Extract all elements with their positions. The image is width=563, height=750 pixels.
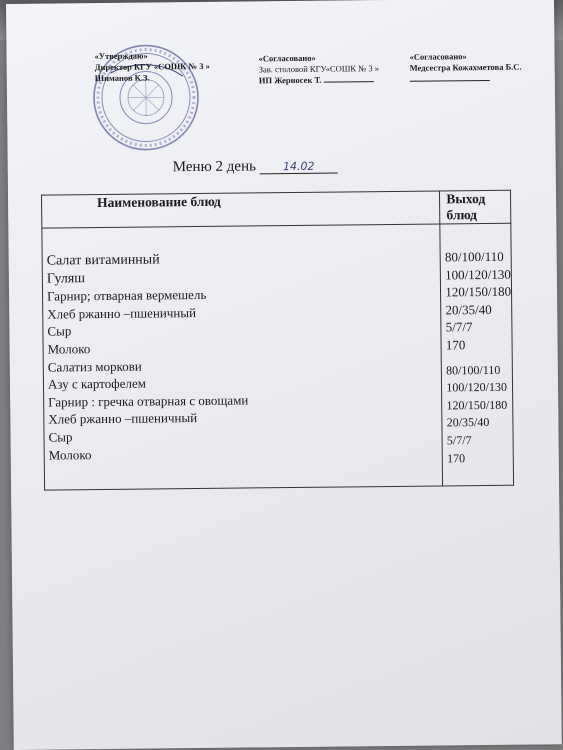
approval-label: «Согласовано»	[409, 51, 467, 62]
dish-item: Азу с картофелем	[47, 375, 146, 392]
approval-label: «Согласовано»	[258, 52, 316, 64]
dish-item: Сыр	[47, 323, 72, 339]
output-item: 170	[446, 450, 466, 465]
canteen-position: Зав. столовой КГУ«СОШК № 3 »	[258, 63, 380, 75]
director-position: Директор КГУ «СОШК № 3 »	[94, 60, 210, 73]
director-approval-block	[94, 49, 264, 84]
director-name: Шиманов К.З.	[94, 72, 150, 84]
output-item: 5/7/7	[445, 319, 473, 335]
dish-item: Сыр	[48, 429, 73, 445]
table-header-row	[42, 190, 511, 228]
menu-document	[6, 0, 562, 750]
signature-line	[410, 80, 490, 82]
dish-item: Молоко	[48, 446, 92, 463]
signature-line	[324, 81, 374, 83]
output-item: 80/100/110	[444, 248, 504, 265]
nurse-position: Медсестра Кожахметова Б.С.	[409, 61, 522, 73]
header-output: Выход блюд	[440, 190, 511, 224]
output-item: 80/100/110	[446, 362, 501, 377]
menu-table	[41, 190, 514, 491]
output-item: 120/150/180	[446, 397, 508, 413]
dish-item: Салат витаминный	[46, 252, 160, 269]
output-item: 170	[445, 337, 466, 353]
canteen-approval-block	[259, 52, 419, 87]
output-column	[440, 223, 513, 486]
output-item: 100/120/130	[445, 266, 511, 283]
title-date: 14.02	[260, 160, 338, 175]
dish-item: Салатиз моркови	[47, 358, 142, 375]
output-item: 100/120/130	[446, 379, 508, 395]
dish-item: Хлеб ржанно –пшеничный	[48, 410, 198, 427]
dish-item: Хлеб ржанно –пшеничный	[47, 304, 197, 322]
output-item: 5/7/7	[446, 433, 472, 448]
dish-item: Гуляш	[46, 270, 86, 287]
page-title	[173, 158, 338, 177]
canteen-name: ИП Жерносек Т.	[258, 74, 322, 86]
dish-item: Гарнир; отварная вермешель	[46, 287, 207, 304]
nurse-approval-block	[410, 50, 563, 85]
output-item: 20/35/40	[446, 415, 490, 430]
dish-item: Молоко	[47, 341, 91, 357]
dish-column	[42, 224, 443, 490]
title-text: Меню 2 день	[172, 158, 257, 176]
approval-label: «Утверждаю»	[94, 50, 148, 62]
header-dish-name: Наименование блюд	[42, 191, 441, 228]
dish-item: Гарнир : гречка отварная с овощами	[48, 392, 249, 410]
output-item: 20/35/40	[445, 301, 492, 318]
output-item: 120/150/180	[445, 283, 512, 300]
table-body-row	[42, 223, 514, 490]
